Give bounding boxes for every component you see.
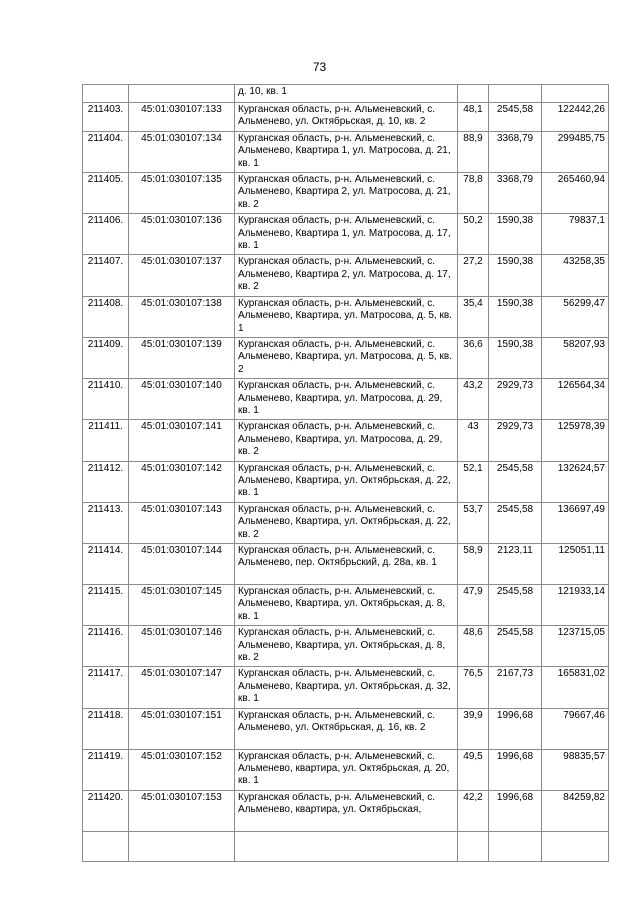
table-row [83,831,609,861]
area-cell: 48,1 [458,103,489,132]
cadastral-number-cell: 45:01:030107:145 [129,585,235,626]
cadastral-number-cell [129,831,235,861]
address-cell: Курганская область, р-н. Альменевский, с. Альменево, Квартира, ул. Октябрьская, д. 8, кв. 2 [235,626,458,667]
address-cell: Курганская область, р-н. Альменевский, с. Альменево, Квартира, ул. Матросова, д. 5, кв. 1 [235,296,458,337]
total-value-cell: 58207,93 [542,337,609,378]
address-cell [235,831,458,861]
unit-price-cell: 2167,73 [489,667,542,708]
area-cell: 48,6 [458,626,489,667]
unit-price-cell: 2545,58 [489,626,542,667]
area-cell: 53,7 [458,502,489,543]
table-row [83,103,609,132]
address-cell: Курганская область, р-н. Альменевский, с. Альменево, Квартира, ул. Октябрьская, д. 32, кв. 1 [235,667,458,708]
cadastral-number-cell: 45:01:030107:151 [129,708,235,749]
row-number-cell: 211403. [83,103,129,132]
cadastral-number-cell: 45:01:030107:134 [129,131,235,172]
total-value-cell: 299485,75 [542,131,609,172]
row-number-cell: 211409. [83,337,129,378]
row-number-cell: 211416. [83,626,129,667]
cadastral-number-cell: 45:01:030107:138 [129,296,235,337]
total-value-cell: 165831,02 [542,667,609,708]
unit-price-cell: 2545,58 [489,585,542,626]
address-cell: Курганская область, р-н. Альменевский, с. Альменево, ул. Октябрьская, д. 10, кв. 2 [235,103,458,132]
address-cell: Курганская область, р-н. Альменевский, с. Альменево, Квартира, ул. Октябрьская, д. 22, кв. 1 [235,461,458,502]
total-value-cell: 122442,26 [542,103,609,132]
address-cell: Курганская область, р-н. Альменевский, с. Альменево, Квартира, ул. Матросова, д. 5, кв. 2 [235,337,458,378]
total-value-cell: 56299,47 [542,296,609,337]
row-number-cell: 211414. [83,544,129,585]
cadastral-number-cell: 45:01:030107:133 [129,103,235,132]
unit-price-cell: 1996,68 [489,749,542,790]
table-row [83,85,609,103]
cadastral-number-cell: 45:01:030107:135 [129,173,235,214]
area-cell: 52,1 [458,461,489,502]
table-row [83,749,609,790]
table-row [83,790,609,831]
total-value-cell: 121933,14 [542,585,609,626]
page-number: 73 [312,60,327,74]
area-cell [458,85,489,103]
unit-price-cell: 2545,58 [489,502,542,543]
address-cell: Курганская область, р-н. Альменевский, с. Альменево, квартира, ул. Октябрьская, д. 20, кв. 1 [235,749,458,790]
row-number-cell: 211418. [83,708,129,749]
table-row [83,214,609,255]
row-number-cell: 211420. [83,790,129,831]
row-number-cell: 211404. [83,131,129,172]
address-cell: Курганская область, р-н. Альменевский, с. Альменево, Квартира, ул. Матросова, д. 29, кв. 1 [235,379,458,420]
area-cell [458,831,489,861]
table-row [83,585,609,626]
area-cell: 39,9 [458,708,489,749]
area-cell: 43,2 [458,379,489,420]
total-value-cell: 84259,82 [542,790,609,831]
row-number-cell: 211412. [83,461,129,502]
row-number-cell: 211419. [83,749,129,790]
cadastral-number-cell: 45:01:030107:142 [129,461,235,502]
total-value-cell [542,85,609,103]
unit-price-cell: 1590,38 [489,255,542,296]
address-cell: Курганская область, р-н. Альменевский, с. Альменево, Квартира 2, ул. Матросова, д. 17, кв. 2 [235,255,458,296]
table-row [83,255,609,296]
table-row [83,296,609,337]
area-cell: 50,2 [458,214,489,255]
cadastral-number-cell: 45:01:030107:140 [129,379,235,420]
unit-price-cell: 2545,58 [489,103,542,132]
table-row [83,544,609,585]
address-cell: д. 10, кв. 1 [235,85,458,103]
address-cell: Курганская область, р-н. Альменевский, с. Альменево, Квартира, ул. Октябрьская, д. 22, кв. 2 [235,502,458,543]
area-cell: 43 [458,420,489,461]
row-number-cell: 211408. [83,296,129,337]
area-cell: 27,2 [458,255,489,296]
cadastral-number-cell: 45:01:030107:146 [129,626,235,667]
cadastral-number-cell: 45:01:030107:141 [129,420,235,461]
total-value-cell: 132624,57 [542,461,609,502]
row-number-cell: 211410. [83,379,129,420]
total-value-cell: 43258,35 [542,255,609,296]
cadastral-number-cell: 45:01:030107:147 [129,667,235,708]
unit-price-cell: 1590,38 [489,296,542,337]
area-cell: 78,8 [458,173,489,214]
area-cell: 36,6 [458,337,489,378]
cadastral-number-cell: 45:01:030107:143 [129,502,235,543]
cadastral-number-cell: 45:01:030107:137 [129,255,235,296]
address-cell: Курганская область, р-н. Альменевский, с. Альменево, ул. Октябрьская, д. 16, кв. 2 [235,708,458,749]
total-value-cell: 125978,39 [542,420,609,461]
registry-table-body [83,85,609,862]
total-value-cell: 125051,11 [542,544,609,585]
table-row [83,708,609,749]
row-number-cell: 211413. [83,502,129,543]
row-number-cell [83,85,129,103]
cadastral-number-cell: 45:01:030107:153 [129,790,235,831]
total-value-cell: 79667,46 [542,708,609,749]
table-row [83,502,609,543]
table-row [83,626,609,667]
row-number-cell: 211405. [83,173,129,214]
address-cell: Курганская область, р-н. Альменевский, с. Альменево, квартира, ул. Октябрьская, [235,790,458,831]
area-cell: 47,9 [458,585,489,626]
unit-price-cell: 3368,79 [489,173,542,214]
row-number-cell: 211411. [83,420,129,461]
unit-price-cell: 2929,73 [489,379,542,420]
unit-price-cell: 2123,11 [489,544,542,585]
unit-price-cell: 1996,68 [489,708,542,749]
cadastral-number-cell: 45:01:030107:136 [129,214,235,255]
property-registry-table [82,84,609,862]
row-number-cell: 211415. [83,585,129,626]
cadastral-number-cell: 45:01:030107:139 [129,337,235,378]
table-row [83,667,609,708]
row-number-cell: 211407. [83,255,129,296]
total-value-cell [542,831,609,861]
address-cell: Курганская область, р-н. Альменевский, с. Альменево, Квартира 2, ул. Матросова, д. 21, кв. 2 [235,173,458,214]
total-value-cell: 98835,57 [542,749,609,790]
address-cell: Курганская область, р-н. Альменевский, с. Альменево, пер. Октябрьский, д. 28а, кв. 1 [235,544,458,585]
cadastral-number-cell [129,85,235,103]
area-cell: 88,9 [458,131,489,172]
area-cell: 58,9 [458,544,489,585]
row-number-cell: 211406. [83,214,129,255]
unit-price-cell: 3368,79 [489,131,542,172]
unit-price-cell: 2929,73 [489,420,542,461]
table-row [83,461,609,502]
cadastral-number-cell: 45:01:030107:152 [129,749,235,790]
table-row [83,131,609,172]
unit-price-cell: 1996,68 [489,790,542,831]
area-cell: 42,2 [458,790,489,831]
address-cell: Курганская область, р-н. Альменевский, с. Альменево, Квартира, ул. Матросова, д. 29, кв. 2 [235,420,458,461]
table-row [83,420,609,461]
row-number-cell [83,831,129,861]
unit-price-cell: 1590,38 [489,214,542,255]
total-value-cell: 126564,34 [542,379,609,420]
address-cell: Курганская область, р-н. Альменевский, с. Альменево, Квартира 1, ул. Матросова, д. 21, кв. 1 [235,131,458,172]
unit-price-cell: 1590,38 [489,337,542,378]
table-row [83,379,609,420]
total-value-cell: 79837,1 [542,214,609,255]
unit-price-cell [489,85,542,103]
table-row [83,337,609,378]
row-number-cell: 211417. [83,667,129,708]
total-value-cell: 265460,94 [542,173,609,214]
address-cell: Курганская область, р-н. Альменевский, с. Альменево, Квартира 1, ул. Матросова, д. 17, кв. 1 [235,214,458,255]
area-cell: 35,4 [458,296,489,337]
unit-price-cell [489,831,542,861]
area-cell: 76,5 [458,667,489,708]
total-value-cell: 136697,49 [542,502,609,543]
unit-price-cell: 2545,58 [489,461,542,502]
address-cell: Курганская область, р-н. Альменевский, с. Альменево, Квартира, ул. Октябрьская, д. 8, кв. 1 [235,585,458,626]
total-value-cell: 123715,05 [542,626,609,667]
cadastral-number-cell: 45:01:030107:144 [129,544,235,585]
table-row [83,173,609,214]
area-cell: 49,5 [458,749,489,790]
